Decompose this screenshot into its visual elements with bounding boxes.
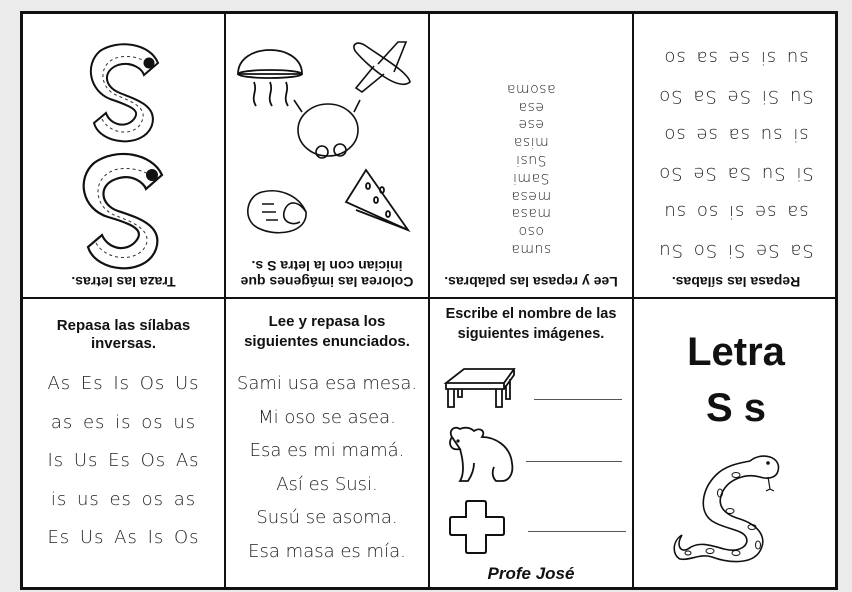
panel-title-line2: inversas. [90, 335, 157, 352]
syllable-row: is us es os as [50, 488, 197, 510]
word: esa [518, 98, 544, 115]
sentence: Susú se asoma. [256, 507, 398, 528]
panel-title-line2: inician con la letra S s. [251, 258, 403, 274]
word: asoma [506, 80, 556, 97]
start-point-icon [144, 58, 155, 69]
syllable-row: Sa Se Si So Su [658, 240, 814, 261]
panel-cover [634, 299, 838, 590]
panel-trace-syllables [634, 14, 838, 297]
snake-icon [670, 449, 790, 569]
jellyfish-icon [238, 50, 302, 106]
tracing-letter-s-large [76, 145, 166, 275]
sentence: Mi oso se asea. [258, 406, 396, 428]
sentence: Así es Susi. [276, 473, 378, 495]
syllable-row: su si se sa so [663, 47, 809, 69]
cover-title-line1: Letra [687, 330, 785, 374]
syllable-row: Is Us Es Os As [47, 450, 200, 471]
syllable-row: si su sa se so [663, 124, 809, 146]
syllable-list [634, 38, 838, 269]
answer-line [534, 399, 622, 400]
sentence: Esa masa es mía. [248, 540, 406, 562]
syllable-row: Su Si Se Sa So [658, 86, 814, 107]
syllable-row: Si Su Sa Se So [658, 163, 814, 184]
word: oso [518, 223, 544, 240]
panel-title-line1: Escribe el nombre de las [445, 306, 617, 322]
word: ese [517, 116, 545, 133]
panel-title-line1: Lee y repasa los [268, 313, 386, 330]
panel-title-line1: Colorea las imágenes que [240, 274, 414, 290]
coloring-images [236, 27, 418, 242]
answer-line [526, 461, 622, 462]
syllable-list [23, 365, 224, 558]
word-list [430, 79, 632, 257]
sentence: Sami usa esa mesa. [236, 373, 418, 394]
hedgehog-icon [248, 191, 306, 233]
airplane-icon [354, 42, 410, 92]
panel-inverse-syllables [23, 299, 224, 590]
sentence: Esa es mi mamá. [249, 440, 405, 461]
sentence-list [226, 367, 428, 568]
panel-write-names [430, 299, 632, 590]
panel-read-words [430, 14, 632, 297]
syllable-row: Es Us As Is Os [47, 527, 200, 548]
plus-sign-icon [448, 499, 506, 555]
panel-trace-letters [23, 14, 224, 297]
panel-title-line2: siguientes imágenes. [457, 326, 605, 342]
answer-line [528, 531, 626, 532]
syllable-row: sa se si so su [663, 201, 809, 223]
cover-title-line2: S s [705, 386, 767, 430]
start-point-icon [146, 169, 158, 181]
word: Sami [512, 169, 550, 186]
panel-title: Repasa las sílabas. [671, 274, 801, 290]
panel-sentences [226, 299, 428, 590]
word: mesa [510, 187, 552, 204]
tracing-letter-s-small [82, 37, 162, 147]
bear-icon [444, 423, 516, 487]
watermelon-icon [346, 170, 408, 230]
worksheet-booklet [20, 11, 838, 590]
panel-title-line2: siguientes enunciados. [244, 333, 410, 350]
word: Susi [515, 152, 547, 169]
table-icon [444, 367, 516, 409]
author-signature: Profe José [487, 564, 575, 583]
panel-title: Lee y repasa las palabras. [444, 274, 618, 290]
syllable-row: As Es Is Os Us [47, 373, 200, 394]
frog-icon [294, 100, 360, 158]
word: suma [510, 241, 552, 257]
syllable-row: as es is os us [50, 411, 197, 433]
word: misa [513, 134, 549, 151]
word: masa [510, 205, 552, 222]
panel-title-line1: Repasa las sílabas [56, 317, 191, 334]
panel-color-images [226, 14, 428, 297]
panel-title: Traza las letras. [71, 274, 176, 290]
